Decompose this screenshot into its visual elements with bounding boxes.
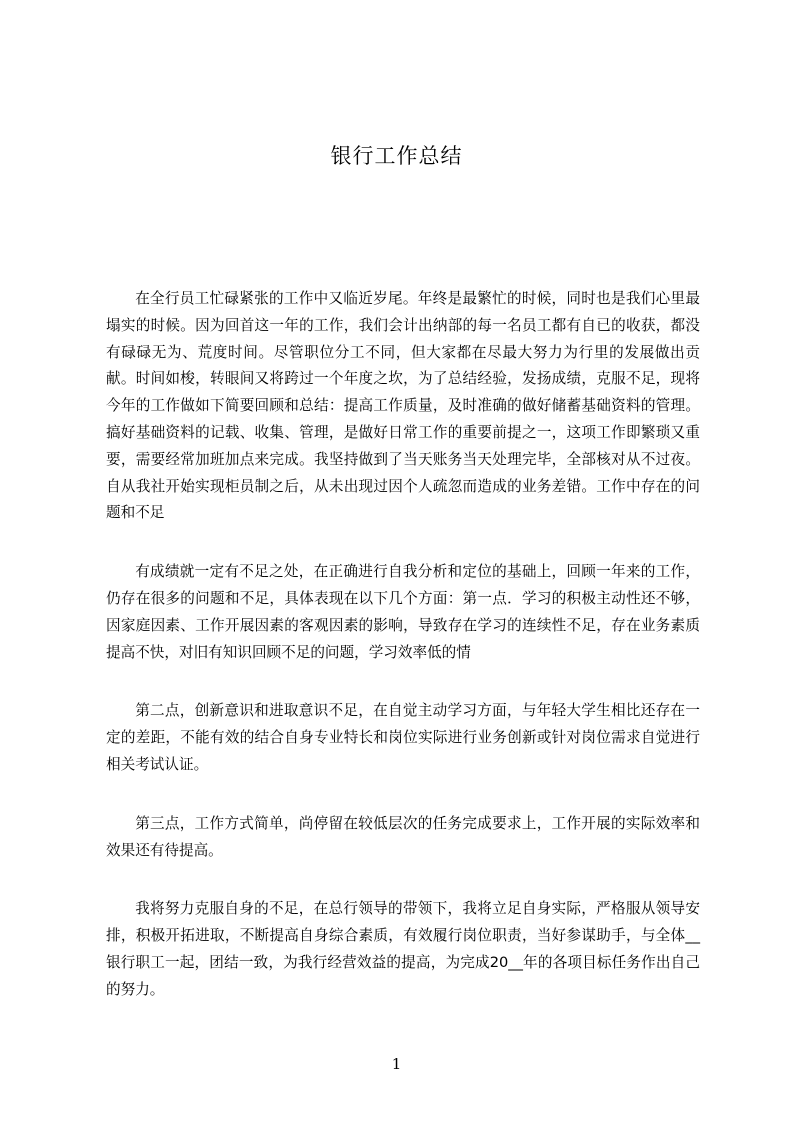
document-body [106,286,700,1036]
paragraph-summary: 在全行员工忙碌紧张的工作中又临近岁尾。年终是最繁忙的时候，同时也是我们心里最塌实的时候。因为回首这一年的工作，我们会计出纳部的每一名员工都有自已的收获，都没有碌碌无为、荒度时间。尽管职位分工不同，但大家都在尽最大努力为行里的发展做出贡献。时间如梭，转眼间又将跨过一个年度之坎，为了总结经验，发扬成绩，克服不足，现将今年的工作做如下简要回顾和总结：提高工作质量，及时准确的做好储蓄基础资料的管理。搞好基础资料的记载、收集、管理，是做好日常工作的重要前提之一，这项工作即繁琐又重要，需要经常加班加点来完成。我坚持做到了当天账务当天处理完毕，全部核对从不过夜。自从我社开始实现柜员制之后，从未出现过因个人疏忽而造成的业务差错。工作中存在的问题和不足 [106,290,700,522]
paragraph-shortcomings: 有成绩就一定有不足之处，在正确进行自我分析和定位的基础上，回顾一年来的工作，仍存在很多的问题和不足，具体表现在以下几个方面：第一点．学习的积极主动性还不够，因家庭因素、工作开展因素的客观因素的影响，导致存在学习的连续性不足，存在业务素质提高不快，对旧有知识回顾不足的问题，学习效率低的情 [106,563,700,661]
document-title: 银行工作总结 [330,144,463,168]
page-number: 1 [391,1055,402,1073]
paragraph-point-two: 第二点，创新意识和进取意识不足，在自觉主动学习方面，与年轻大学生相比还存在一定的差距，不能有效的结合自身专业特长和岗位实际进行业务创新或针对岗位需求自觉进行相关考试认证。 [106,702,700,773]
paragraph-point-three: 第三点，工作方式简单，尚停留在较低层次的任务完成要求上，工作开展的实际效率和效果还有待提高。 [106,814,700,859]
paragraph-conclusion: 我将努力克服自身的不足，在总行领导的带领下，我将立足自身实际，严格服从领导安排，积极开拓进取，不断提高自身综合素质，有效履行岗位职责，当好参谋助手，与全体__银行职工一起，团结一致，为我行经营效益的提高，为完成20__年的各项目标任务作出自己的努力。 [106,900,700,998]
